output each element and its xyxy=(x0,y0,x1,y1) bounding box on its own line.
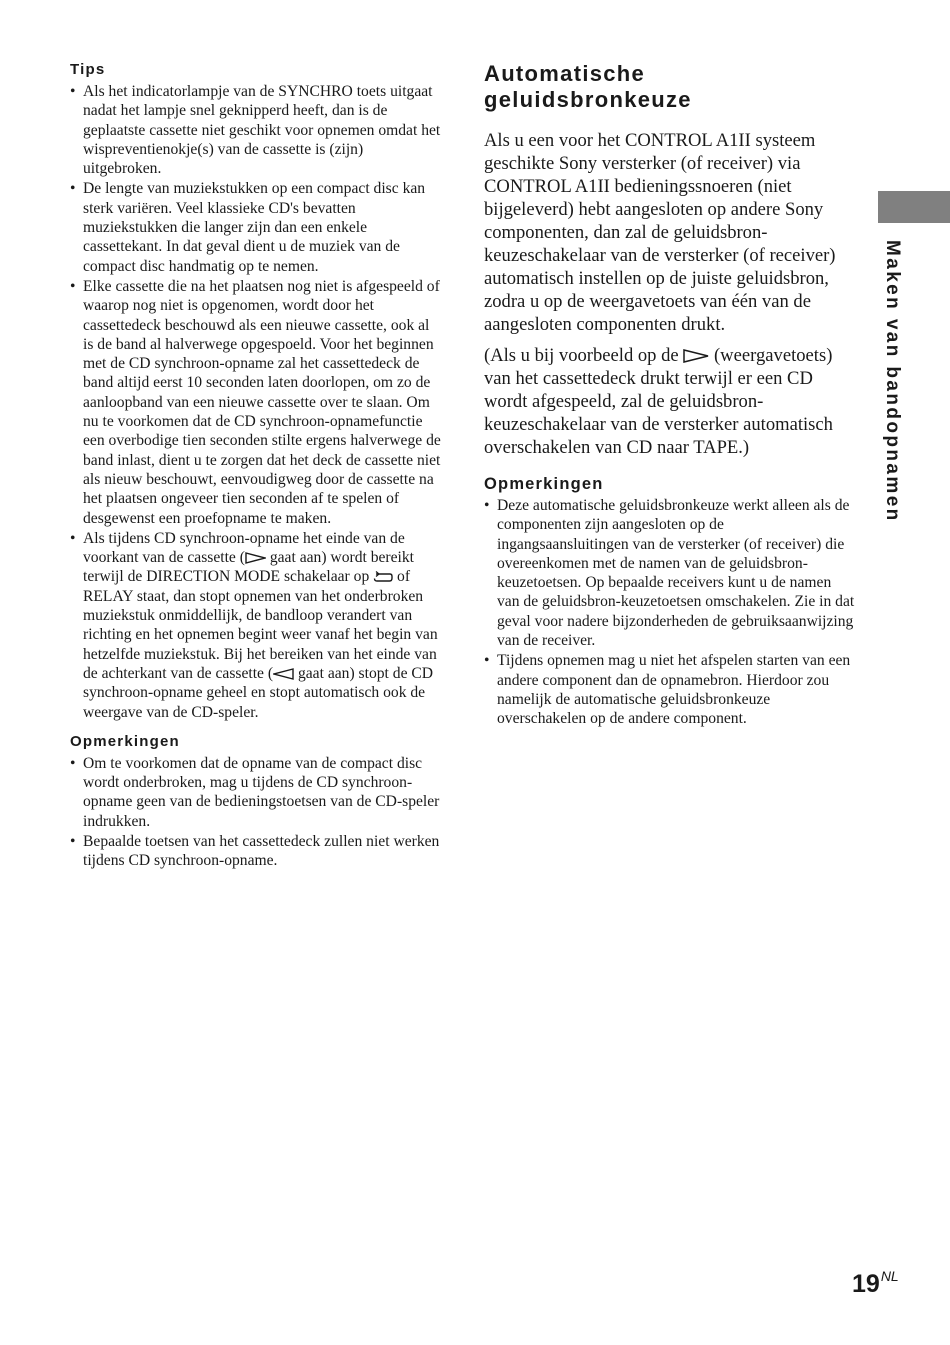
repeat-mode-icon xyxy=(373,571,393,583)
notes-heading-left: Opmerkingen xyxy=(70,732,180,750)
left-column xyxy=(70,61,442,872)
list-item: • De lengte van muziekstukken op een compact disc kan sterk variëren. Veel klassieke CD's bevatten muziekstukken die langer zijn dan een enkele cassettekant. In dat geval dient u de muziek van de compact disc handmatig op te nemen. xyxy=(70,179,442,275)
page-number-value: 19 xyxy=(852,1270,880,1298)
tip4-text-1: Als tijdens CD synchroon-opname het einde van de voorkant van de cassette ( xyxy=(83,529,405,567)
play-reverse-icon xyxy=(273,668,294,680)
chapter-label: Maken van bandopnamen xyxy=(882,240,903,523)
example-text-1: (Als u bij voorbeeld op de xyxy=(484,345,684,366)
list-item: • Om te voorkomen dat de opname van de compact disc wordt onderbroken, mag u tijdens de CD synchroon-opname geen van de bedieningstoetsen van de CD-speler indrukken. xyxy=(70,754,442,831)
section-title-line-1: Automatische xyxy=(484,61,646,86)
page-number-suffix: NL xyxy=(880,1268,899,1284)
play-forward-icon xyxy=(683,349,709,363)
example-paragraph xyxy=(484,344,856,459)
list-item: • Elke cassette die na het plaatsen nog niet is afgespeeld of waarop nog niet is opgenomen, wordt door het cassettedeck beschouwd als een nieuwe cassette, ook al is de band al halverwege opgespoeld. Voor het beginnen met de CD synchroon-opname zal het cassettedeck de band altijd eerst 10 seconden laten doorlopen, om zo de aanloopband van een nieuwe cassette over te slaan. Om nu te voorkomen dat de CD synchroon-opnamefunctie een overbodige tien seconden stilte ergens halverwege de band inlast, dient u te zorgen dat het deck de cassette niet als nieuw beschouwt, eenvoudigweg door de cassette na het plaatsen ongeveer tien seconden af te spelen of desgewenst een proefopname te maken. xyxy=(70,277,442,528)
chapter-tab xyxy=(878,191,950,223)
tips-list xyxy=(70,82,442,722)
tip4-text-2: gaat aan) wordt bereikt terwijl de DIRECTION MODE schakelaar op xyxy=(83,549,415,586)
notes-heading-right: Opmerkingen xyxy=(484,475,604,493)
play-forward-icon xyxy=(245,552,266,564)
notes-list-right xyxy=(484,496,856,729)
list-item: • Als het indicatorlampje van de SYNCHRO toets uitgaat nadat het lampje snel geknipperd heeft, dan is de geplaatste cassette niet geschikt voor opnemen omdat het wispreventienokje(s) van de cassette is (zijn) uitgebroken. xyxy=(70,82,442,178)
list-item: • Bepaalde toetsen van het cassettedeck zullen niet werken tijdens CD synchroon-opname. xyxy=(70,832,442,871)
section-title-line-2: geluidsbronkeuze xyxy=(484,87,692,112)
notes-list-left xyxy=(70,754,442,871)
tips-heading: Tips xyxy=(70,61,106,78)
list-item: • Deze automatische geluidsbronkeuze werkt alleen als de componenten zijn aangesloten op de ingangsaansluitingen van de versterker (of receiver) die overeenkomen met de namen van de geluidsbron-keuzetoetsen. Op bepaalde receivers kunt u de namen van de geluidsbron-keuzetoetsen omschakelen. Zie in dat geval voor nadere bijzonderheden de gebruiksaanwijzing van de receiver. xyxy=(484,496,856,650)
intro-paragraph: Als u een voor het CONTROL A1II systeem geschikte Sony versterker (of receiver) via CONTROL A1II bedieningssnoeren (niet bijgeleverd) hebt aangesloten op andere Sony componenten, dan zal de geluidsbron-keuzeschakelaar van de versterker (of receiver) automatisch instellen op de juiste geluidsbron, zodra u op de weergavetoets van één van de aangesloten componenten drukt. xyxy=(484,130,836,335)
list-item xyxy=(70,529,442,722)
page-number xyxy=(852,1268,899,1299)
tip4-text-4: gaat aan) stopt de CD synchroon-opname geheel en stopt automatisch ook de weergave van de CD-speler. xyxy=(83,664,434,721)
example-text-2: (weergavetoets) van het cassettedeck drukt terwijl er een CD wordt afgespeeld, zal de geluidsbron-keuzeschakelaar van de versterker automatisch overschakelen van CD naar TAPE.) xyxy=(484,345,833,458)
right-column xyxy=(484,61,856,730)
section-title xyxy=(484,61,856,113)
tip4-text-3: of RELAY staat, dan stopt opnemen van het onderbroken muziekstuk onmiddellijk, de bandloop verandert van richting en het opnemen begint weer vanaf het begin van hetzelfde muziekstuk. Bij het bereiken van het einde van de achterkant van de cassette ( xyxy=(83,568,438,682)
list-item: • Tijdens opnemen mag u niet het afspelen starten van een andere component dan de opnamebron. Hierdoor zou namelijk de automatische geluidsbronkeuze overschakelen op de andere component. xyxy=(484,651,856,728)
